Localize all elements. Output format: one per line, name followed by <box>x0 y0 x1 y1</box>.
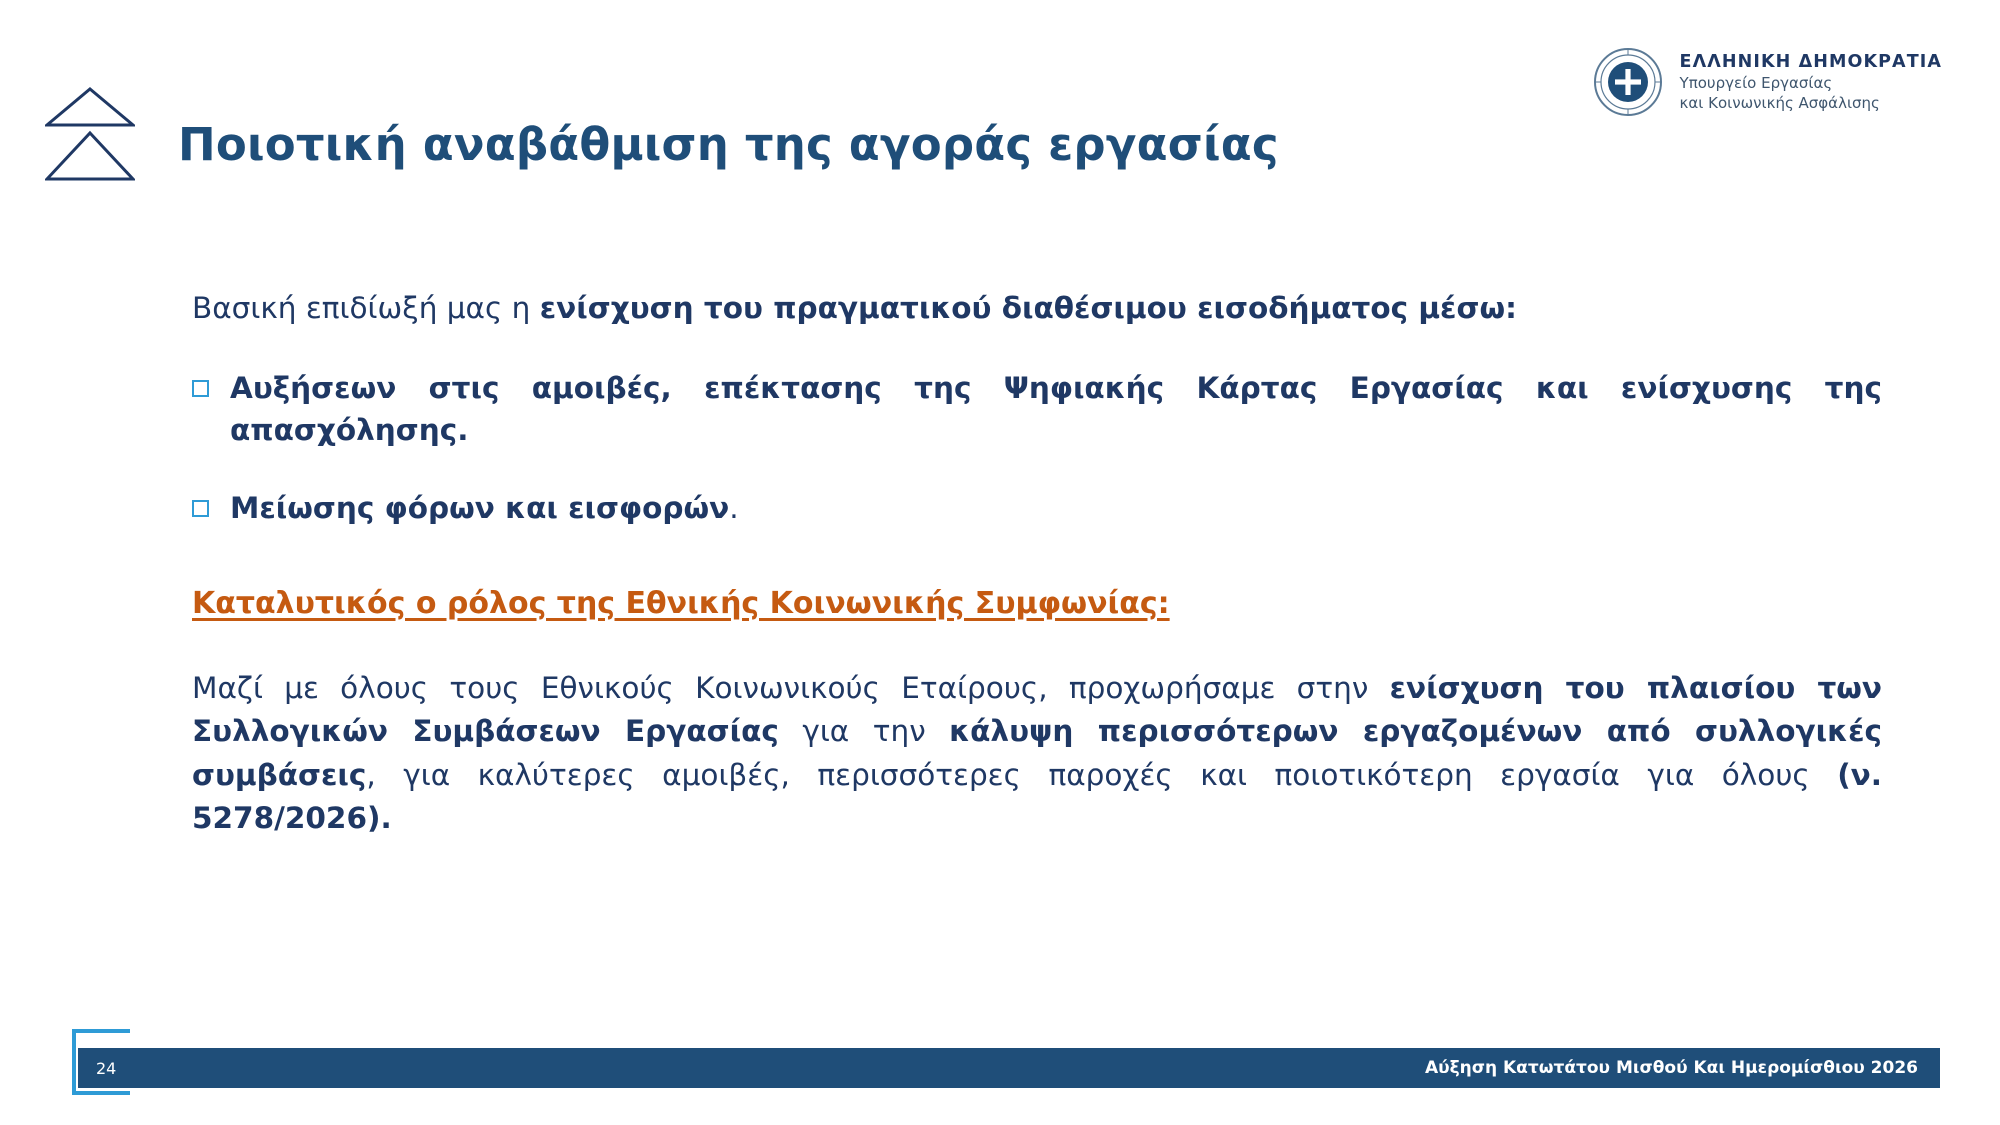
ministry-line-3: και Κοινωνικής Ασφάλισης <box>1679 93 1880 112</box>
ministry-emblem <box>1592 46 1942 118</box>
intro-plain-text: Βασική επιδίωξή μας η <box>192 291 540 325</box>
double-triangle-logo <box>45 85 135 183</box>
bullet-1-bold: Αυξήσεων στις αμοιβές, επέκτασης της Ψηφιακής Κάρτας Εργασίας και ενίσχυσης της απασχόλησης. <box>230 370 1882 447</box>
section-headline: Καταλυτικός ο ρόλος της Εθνικής Κοινωνικής Συμφωνίας: <box>192 585 1170 621</box>
intro-paragraph <box>192 288 1882 330</box>
para-part-1: Μαζί με όλους τους Εθνικούς Κοινωνικούς Εταίρους, προχωρήσαμε στην <box>192 670 1390 705</box>
bullet-2-tail: . <box>729 490 739 525</box>
footer-bar <box>78 1048 1940 1088</box>
bullet-text-1 <box>230 368 1882 452</box>
intro-bold-text: ενίσχυση του πραγματικού διαθέσιμου εισοδήματος μέσω: <box>539 291 1517 325</box>
checkbox-bullet-icon <box>192 380 209 397</box>
bullet-2-bold: Μείωσης φόρων και εισφορών <box>230 490 730 525</box>
para-bold-1: ενίσχυση του πλαισίου των Συλλογικών Συμβάσεων Εργασίας <box>192 670 1882 749</box>
page-title: Ποιοτική αναβάθμιση της αγοράς εργασίας <box>178 118 1279 171</box>
greek-republic-seal-icon <box>1592 46 1664 118</box>
para-bold-3: (ν. 5278/2026). <box>192 757 1882 836</box>
list-item <box>192 368 1882 452</box>
para-part-2: για την <box>778 714 950 749</box>
ministry-line-1: ΕΛΛΗΝΙΚΗ ΔΗΜΟΚΡΑΤΙΑ <box>1679 51 1942 72</box>
bullet-text-2 <box>230 488 1882 530</box>
para-part-3: , για καλύτερες αμοιβές, περισσότερες παροχές και ποιοτικότερη εργασία για όλους <box>366 757 1838 792</box>
ministry-line-2: Υπουργείο Εργασίας <box>1679 73 1833 92</box>
closing-paragraph <box>192 667 1882 842</box>
page-number: 24 <box>96 1058 117 1078</box>
checkbox-bullet-icon <box>192 500 209 517</box>
list-item <box>192 488 1882 530</box>
footer-title: Αύξηση Κατωτάτου Μισθού Και Ημερομίσθιου 2026 <box>1424 1058 1918 1078</box>
para-bold-2: κάλυψη περισσότερων εργαζομένων από συλλογικές συμβάσεις <box>192 714 1882 792</box>
slide-body <box>192 288 1882 841</box>
